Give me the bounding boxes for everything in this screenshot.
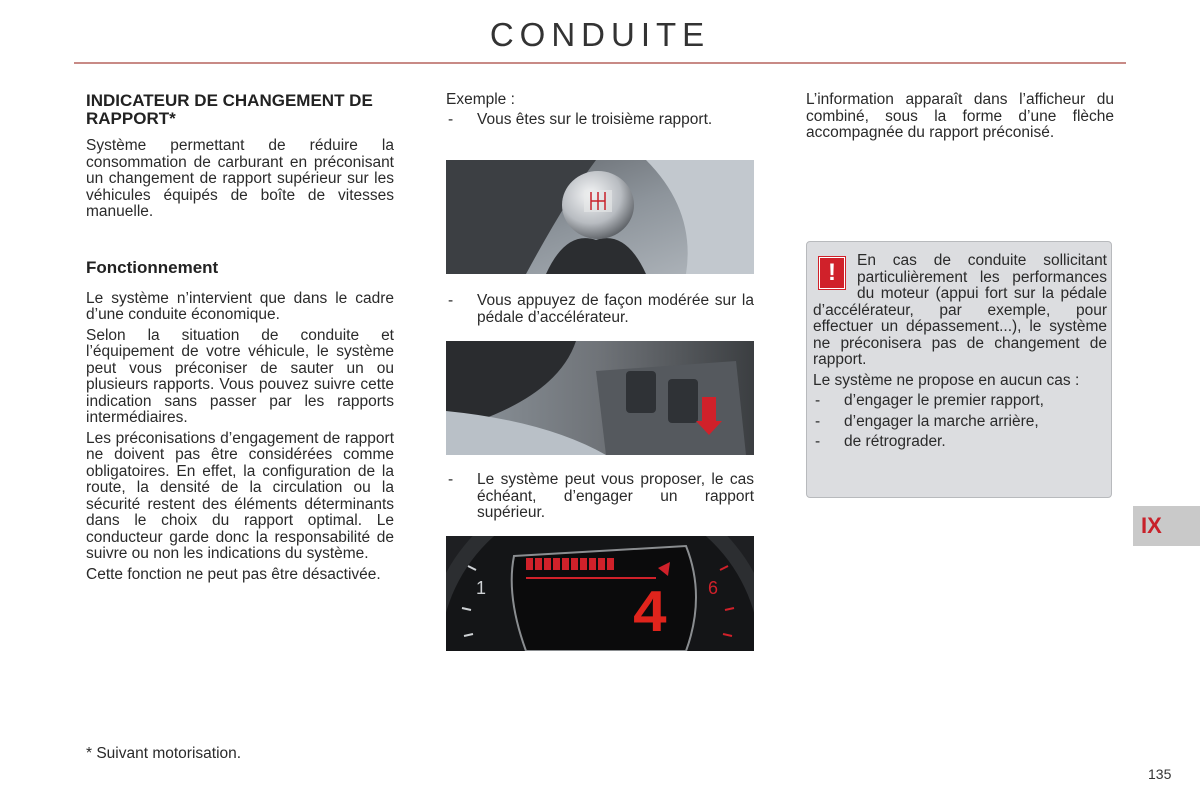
page-title: CONDUITE — [489, 16, 711, 53]
example-step-text: Vous appuyez de façon modérée sur la pédale d’accélérateur. — [477, 292, 754, 326]
body-paragraph: Selon la situation de conduite et l’équipement de votre véhicule, le système peut vous préconiser de sauter un ou plusieurs rapports. Vous pouvez suivre cette indication sans passer par les rapports intermédiaires. — [86, 326, 394, 426]
example-step — [446, 472, 754, 522]
info-paragraph: L’information apparaît dans l’afficheur du combiné, sous la forme d’une flèche accompagnée du rapport préconisé. — [806, 91, 1114, 141]
example-step-text: Le système peut vous proposer, le cas échéant, d’engager un rapport supérieur. — [477, 471, 754, 521]
cluster-dial-number: 6 — [708, 578, 719, 598]
warning-list-text: d’engager le premier rapport, — [844, 392, 1044, 409]
dash-marker: - — [815, 392, 821, 409]
body-paragraph: Cette fonction ne peut pas être désactivée. — [86, 565, 381, 583]
page-number: 135 — [1148, 766, 1172, 782]
dash-marker: - — [448, 292, 454, 309]
warning-list-item — [813, 434, 1107, 451]
warning-box — [806, 241, 1112, 498]
column-middle-step3 — [446, 472, 754, 522]
body-paragraph: Les préconisations d’engagement de rapport ne doivent pas être considérées comme obligatoires. En effet, la configuration de la route, la densité de la circulation ou la sécurité restent des éléments déterminants dans le choix du rapport optimal. Le conducteur garde donc la responsabilité de suivre ou non les indications du système. — [86, 429, 394, 562]
warning-list-item — [813, 393, 1107, 410]
cluster-dial-number: 1 — [476, 578, 487, 598]
column-right — [806, 92, 1114, 146]
warning-text: En cas de conduite sollicitant particulièrement les performances du moteur (appui fort sur la pédale d’accélérateur, par exemple, pour effectuer un dépassement...), le système ne préconisera pas de changement de rapport. — [813, 252, 1107, 368]
intro-paragraph: Système permettant de réduire la consommation de carburant en préconisant un changement de rapport supérieur sur les véhicules équipés de boîte de vitesses manuelle. — [86, 137, 394, 220]
column-middle — [446, 92, 754, 128]
section-heading: INDICATEUR DE CHANGEMENT DE RAPPORT* — [86, 91, 373, 128]
example-step-text: Vous êtes sur le troisième rapport. — [477, 110, 713, 128]
title-divider — [74, 62, 1126, 64]
dash-marker: - — [815, 433, 821, 450]
body-paragraph: Le système n’intervient que dans le cadre d’une conduite économique. — [86, 289, 394, 323]
warning-text-2: Le système ne propose en aucun cas : — [813, 371, 1080, 389]
warning-list-item — [813, 414, 1107, 431]
warning-icon: ! — [819, 257, 845, 289]
warning-list-text: d’engager la marche arrière, — [844, 412, 1039, 430]
subsection-heading: Fonctionnement — [86, 257, 219, 277]
footnote: * Suivant motorisation. — [86, 745, 242, 762]
example-step — [446, 293, 754, 326]
cluster-gear-digit: 4 — [632, 582, 669, 650]
dash-marker: - — [448, 110, 454, 128]
dash-marker: - — [448, 471, 454, 488]
chapter-tab: IX — [1133, 506, 1200, 546]
dash-marker: - — [815, 412, 821, 430]
instrument-cluster-photo — [446, 536, 754, 651]
column-left — [86, 92, 394, 587]
pedals-photo — [446, 341, 754, 455]
column-middle-step2 — [446, 293, 754, 326]
warning-list-text: de rétrograder. — [844, 433, 946, 450]
example-step — [446, 112, 754, 129]
gear-lever-photo — [446, 160, 754, 274]
example-label: Exemple : — [446, 91, 515, 108]
